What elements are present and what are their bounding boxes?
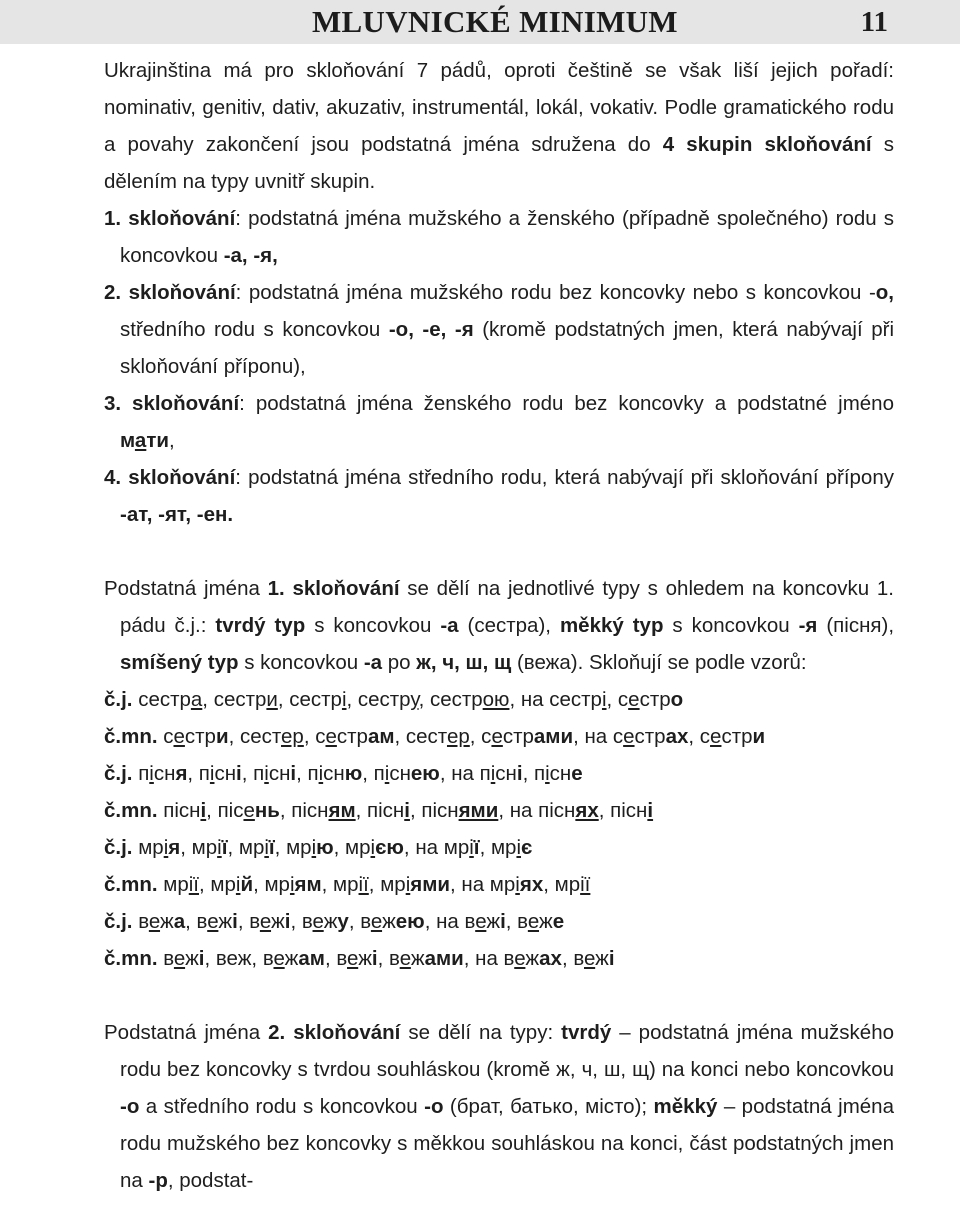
text-run: у <box>337 910 349 933</box>
text-run: ер <box>446 725 470 748</box>
text-run: , мр <box>479 836 517 859</box>
text-run: : podstatná jména mužského a ženského (případně společného) rodu s koncovkou <box>120 207 894 267</box>
text-run: и <box>752 725 766 748</box>
text-run: і <box>647 799 654 822</box>
text-run: и <box>215 725 229 748</box>
text-run: я <box>175 762 188 785</box>
text-run: , сестр <box>202 688 267 711</box>
text-run: м <box>120 429 135 452</box>
text-run: і <box>608 947 615 970</box>
text-run: а <box>173 910 186 933</box>
text-run: стр <box>184 725 216 748</box>
text-run: ами <box>424 947 464 970</box>
text-run: и <box>266 688 278 711</box>
text-run: , мр <box>227 836 265 859</box>
text-run: , сест <box>394 725 447 748</box>
text-run: е <box>571 762 583 785</box>
text-run: -о, -е, -я <box>388 318 474 341</box>
text-run: 3. skloňování <box>104 392 240 415</box>
text-run: ж <box>539 910 553 933</box>
text-run: і <box>404 799 410 822</box>
text-run: стр <box>634 725 666 748</box>
text-run: і <box>217 836 222 859</box>
text-run: ж <box>218 910 233 933</box>
text-run: ії <box>188 873 199 896</box>
text-run: středního rodu s koncovkou <box>120 318 389 341</box>
text-run: е <box>207 910 219 933</box>
text-run: měkký typ <box>559 614 664 637</box>
text-run: е <box>491 725 503 748</box>
text-run: č.mn. <box>104 873 158 896</box>
text-run: 2. skloňování <box>104 281 236 304</box>
paradigm-pisnia-plural <box>104 792 894 829</box>
group-item-2 <box>104 274 894 385</box>
text-run: , пісн <box>409 799 459 822</box>
text-run: : podstatná jména ženského rodu bez koncovky a podstatné jméno <box>239 392 894 415</box>
page-body <box>104 52 894 1199</box>
text-run: ж <box>525 947 540 970</box>
text-run: сн <box>323 762 345 785</box>
text-run: і <box>601 688 607 711</box>
text-run: сн <box>495 762 517 785</box>
text-run: , на п <box>439 762 491 785</box>
text-run: і <box>371 947 378 970</box>
text-run: a středního rodu s koncovkou <box>139 1095 425 1118</box>
text-run: , на с <box>573 725 624 748</box>
text-run: ії <box>580 873 591 896</box>
text-run: , с <box>303 725 326 748</box>
paradigm-mria-singular <box>104 829 894 866</box>
text-run: о <box>670 688 684 711</box>
text-run: пісн <box>157 799 201 822</box>
text-run: ж <box>160 910 174 933</box>
text-run: стр <box>639 688 671 711</box>
text-run: ею <box>395 910 425 933</box>
text-run: , пісн <box>279 799 329 822</box>
text-run: і <box>289 873 295 896</box>
text-run: , п <box>241 762 265 785</box>
text-run: ях <box>575 799 599 822</box>
text-run: е <box>259 910 272 933</box>
text-run: ти <box>146 429 169 452</box>
text-run: ж <box>323 910 338 933</box>
text-run: měkký <box>653 1095 718 1118</box>
text-run: і <box>264 762 269 785</box>
text-run: ям <box>328 799 356 822</box>
text-run: сн <box>268 762 291 785</box>
text-run: і <box>232 910 238 933</box>
text-run: , мр <box>274 836 312 859</box>
text-run: č.j. <box>104 836 133 859</box>
text-run: tvrdý typ <box>215 614 306 637</box>
text-run: ж <box>595 947 609 970</box>
text-run: , сестр <box>346 688 411 711</box>
text-run: е <box>475 910 487 933</box>
text-run: і <box>515 873 520 896</box>
text-run: сн <box>389 762 411 785</box>
text-run: є <box>521 836 533 859</box>
text-run: , мр <box>368 873 406 896</box>
group-item-1 <box>104 200 894 274</box>
text-run: п <box>132 762 150 785</box>
text-run: , podstat- <box>167 1169 254 1192</box>
text-run: ям <box>294 873 322 896</box>
text-run: е <box>243 799 255 822</box>
text-run: е <box>273 947 285 970</box>
text-run: і <box>284 910 291 933</box>
text-run: – podstatná jména mužského rodu bez koncovky s tvrdou souhláskou (kromě ж, ч, ш, щ) na konci nebo koncovkou <box>120 1021 894 1081</box>
text-run: у <box>410 688 419 711</box>
text-run: 1. skloňování <box>267 577 400 600</box>
text-run: стр <box>502 725 534 748</box>
text-run: -о <box>424 1095 444 1118</box>
text-run: Ukrajinština má pro skloňování 7 pádů, oproti češtině se však liší jejich pořadí: nominativ, genitiv, dativ, akuzativ, instrumentál, lokál, vokativ. Podle gramatického rodu a povahy zakončení jsou podstatná jména sdružena do <box>104 59 894 156</box>
text-run: -р <box>148 1169 168 1192</box>
text-run: е <box>173 947 186 970</box>
text-run: , мр <box>180 836 218 859</box>
text-run: е <box>552 910 565 933</box>
page-header <box>0 0 960 44</box>
text-run: е <box>347 947 359 970</box>
group-item-3 <box>104 385 894 459</box>
text-run: , <box>168 429 175 452</box>
text-run: Podstatná jména <box>104 1021 269 1044</box>
text-run: č.j. <box>104 910 133 933</box>
paradigm-mria-plural <box>104 866 894 903</box>
text-run: -ат, -ят, -ен. <box>120 503 234 526</box>
paradigm-pisnia-singular <box>104 755 894 792</box>
text-run: 4. skloňování <box>104 466 236 489</box>
text-run: ж <box>382 910 396 933</box>
text-run: е <box>173 725 185 748</box>
text-run: č.mn. <box>104 725 158 748</box>
text-run: , с <box>606 688 629 711</box>
text-run: і <box>236 762 242 785</box>
text-run: ями <box>458 799 499 822</box>
text-run: ами <box>533 725 574 748</box>
text-run: , мр <box>253 873 290 896</box>
text-run: е <box>710 725 722 748</box>
text-run: е <box>325 725 337 748</box>
text-run: , пісн <box>355 799 405 822</box>
text-run: -я <box>798 614 818 637</box>
text-run: , на в <box>424 910 476 933</box>
text-run: мр <box>157 873 189 896</box>
text-run: ю <box>316 836 334 859</box>
text-run: , в <box>290 910 313 933</box>
text-run: і <box>516 762 523 785</box>
text-run: ж <box>284 947 299 970</box>
text-run: č.j. <box>104 762 133 785</box>
spacer <box>104 977 894 1014</box>
text-run: ам <box>298 947 325 970</box>
text-run: , пісн <box>598 799 648 822</box>
text-run: і <box>500 910 506 933</box>
text-run: єю <box>375 836 404 859</box>
text-run: , в <box>237 910 260 933</box>
text-run: s koncovkou <box>305 614 441 637</box>
text-run: і <box>370 836 376 859</box>
text-run: і <box>384 762 390 785</box>
text-run: s koncovkou <box>238 651 364 674</box>
text-run: і <box>545 762 550 785</box>
text-run: ею <box>410 762 440 785</box>
text-run: (брат, батько, місто); <box>443 1095 654 1118</box>
text-run: е <box>312 910 324 933</box>
text-run: ях <box>519 873 544 896</box>
text-run: і <box>469 836 474 859</box>
text-run: в <box>157 947 174 970</box>
text-run: е <box>628 688 640 711</box>
text-run: і <box>209 762 215 785</box>
text-run: , на пісн <box>498 799 576 822</box>
text-run: č.mn. <box>104 799 158 822</box>
text-run: с <box>157 725 174 748</box>
text-run: і <box>163 836 169 859</box>
text-run: , на в <box>463 947 515 970</box>
text-run: , піс <box>206 799 244 822</box>
paradigm-vezha-plural <box>104 940 894 977</box>
text-run: Podstatná jména <box>104 577 268 600</box>
text-run: , п <box>362 762 385 785</box>
text-run: а <box>134 429 147 452</box>
text-run: , в <box>561 947 584 970</box>
text-run: в <box>132 910 149 933</box>
text-run: , в <box>505 910 528 933</box>
text-run: і <box>516 836 522 859</box>
text-run: 4 skupin skloňování <box>662 133 872 156</box>
text-run: ж <box>410 947 425 970</box>
text-run: č.mn. <box>104 947 158 970</box>
text-run: ах <box>665 725 689 748</box>
text-run: , в <box>348 910 371 933</box>
text-run: і <box>200 799 207 822</box>
text-run: е <box>514 947 526 970</box>
text-run: , сестр <box>418 688 483 711</box>
text-run: po <box>382 651 417 674</box>
text-run: tvrdý <box>561 1021 612 1044</box>
spacer <box>104 533 894 570</box>
paradigm-vezha-singular <box>104 903 894 940</box>
text-run: , с <box>688 725 711 748</box>
text-run: , мр <box>543 873 581 896</box>
text-run: , на сестр <box>509 688 602 711</box>
text-run: я <box>168 836 181 859</box>
text-run: ії <box>358 873 369 896</box>
text-run: -а, -я, <box>223 244 278 267</box>
text-run: сн <box>153 762 176 785</box>
text-run: , на мр <box>449 873 516 896</box>
text-run: (пісня), <box>817 614 895 637</box>
text-run: smíšený typ <box>120 651 239 674</box>
page-number: 11 <box>860 6 888 38</box>
text-run: , п <box>296 762 319 785</box>
text-run: е <box>148 910 161 933</box>
text-run: а <box>190 688 203 711</box>
text-run: ю <box>344 762 363 785</box>
declension-paradigms <box>104 681 894 977</box>
text-run: , в <box>377 947 400 970</box>
text-run: е <box>399 947 411 970</box>
text-run: ах <box>539 947 562 970</box>
text-run: , мр <box>321 873 359 896</box>
text-run: нь <box>254 799 280 822</box>
text-run: -а <box>440 614 459 637</box>
text-run: і <box>235 873 241 896</box>
declension-1-intro <box>104 570 894 681</box>
text-run: і <box>264 836 269 859</box>
text-run: й <box>240 873 254 896</box>
text-run: і <box>290 762 297 785</box>
text-run: і <box>149 762 154 785</box>
text-run: (сестра), <box>458 614 560 637</box>
text-run: і <box>198 947 205 970</box>
text-run: е <box>584 947 596 970</box>
text-run: se dělí na typy: <box>400 1021 562 1044</box>
text-run: , мр <box>333 836 371 859</box>
text-run: , п <box>522 762 546 785</box>
text-run: 2. skloňování <box>268 1021 401 1044</box>
text-run: , сест <box>228 725 282 748</box>
text-run: 1. skloňování <box>104 207 236 230</box>
text-run: ж <box>486 910 501 933</box>
text-run: і <box>405 873 411 896</box>
text-run: сестр <box>132 688 191 711</box>
intro-paragraph <box>104 52 894 200</box>
text-run: (вежа). Skloňují se podle vzorů: <box>511 651 807 674</box>
text-run: ж <box>271 910 285 933</box>
text-run: -а <box>363 651 383 674</box>
text-run: s dělením na typy uvnitř skupin. <box>104 133 894 193</box>
text-run: ж, ч, ш, щ <box>416 651 512 674</box>
text-run: (kromě podstatných jmen, která nabývají při skloňování příponu), <box>120 318 894 378</box>
text-run: стр <box>336 725 368 748</box>
text-run: мр <box>132 836 164 859</box>
paradigm-sestra-singular <box>104 681 894 718</box>
text-run: ями <box>410 873 450 896</box>
text-run: ї <box>268 836 275 859</box>
text-run: ою <box>482 688 510 711</box>
group-item-4 <box>104 459 894 533</box>
text-run: , в <box>185 910 208 933</box>
text-run: , с <box>469 725 492 748</box>
text-run: , на мр <box>403 836 470 859</box>
text-run: ер <box>281 725 304 748</box>
text-run: ж <box>358 947 372 970</box>
text-run: ї <box>473 836 480 859</box>
text-run: , в <box>324 947 348 970</box>
text-run: : podstatná jména mužského rodu bez koncovky nebo s koncovkou - <box>235 281 876 304</box>
page-title: MLUVNICKÉ MINIMUM <box>312 4 678 39</box>
text-run: ї <box>221 836 228 859</box>
text-run: е <box>370 910 383 933</box>
text-run: č.j. <box>104 688 133 711</box>
declension-2-intro <box>104 1014 894 1199</box>
text-run: і <box>341 688 347 711</box>
text-run: е <box>623 725 635 748</box>
text-run: е <box>527 910 540 933</box>
text-run: і <box>311 836 317 859</box>
text-run: сн <box>549 762 572 785</box>
text-run: стр <box>721 725 753 748</box>
text-run: se dělí na jednotlivé typy s ohledem na koncovku 1. pádu č.j.: <box>120 577 894 637</box>
text-run: s koncovkou <box>663 614 799 637</box>
text-run: , сестр <box>277 688 342 711</box>
text-run: ам <box>367 725 395 748</box>
text-run: , мр <box>199 873 236 896</box>
text-run: – podstatná jména rodu mužského bez koncovky s měkkou souhláskou na konci, část podstatných jmen na <box>120 1095 894 1192</box>
text-run: сн <box>214 762 237 785</box>
text-run: і <box>490 762 496 785</box>
text-run: ж <box>185 947 199 970</box>
text-run: , веж, в <box>204 947 274 970</box>
text-run: , п <box>187 762 210 785</box>
text-run: о, <box>875 281 894 304</box>
text-run: -о <box>120 1095 140 1118</box>
text-run: : podstatná jména středního rodu, která nabývají při skloňování přípony <box>235 466 894 489</box>
paradigm-sestra-plural <box>104 718 894 755</box>
text-run: і <box>318 762 324 785</box>
